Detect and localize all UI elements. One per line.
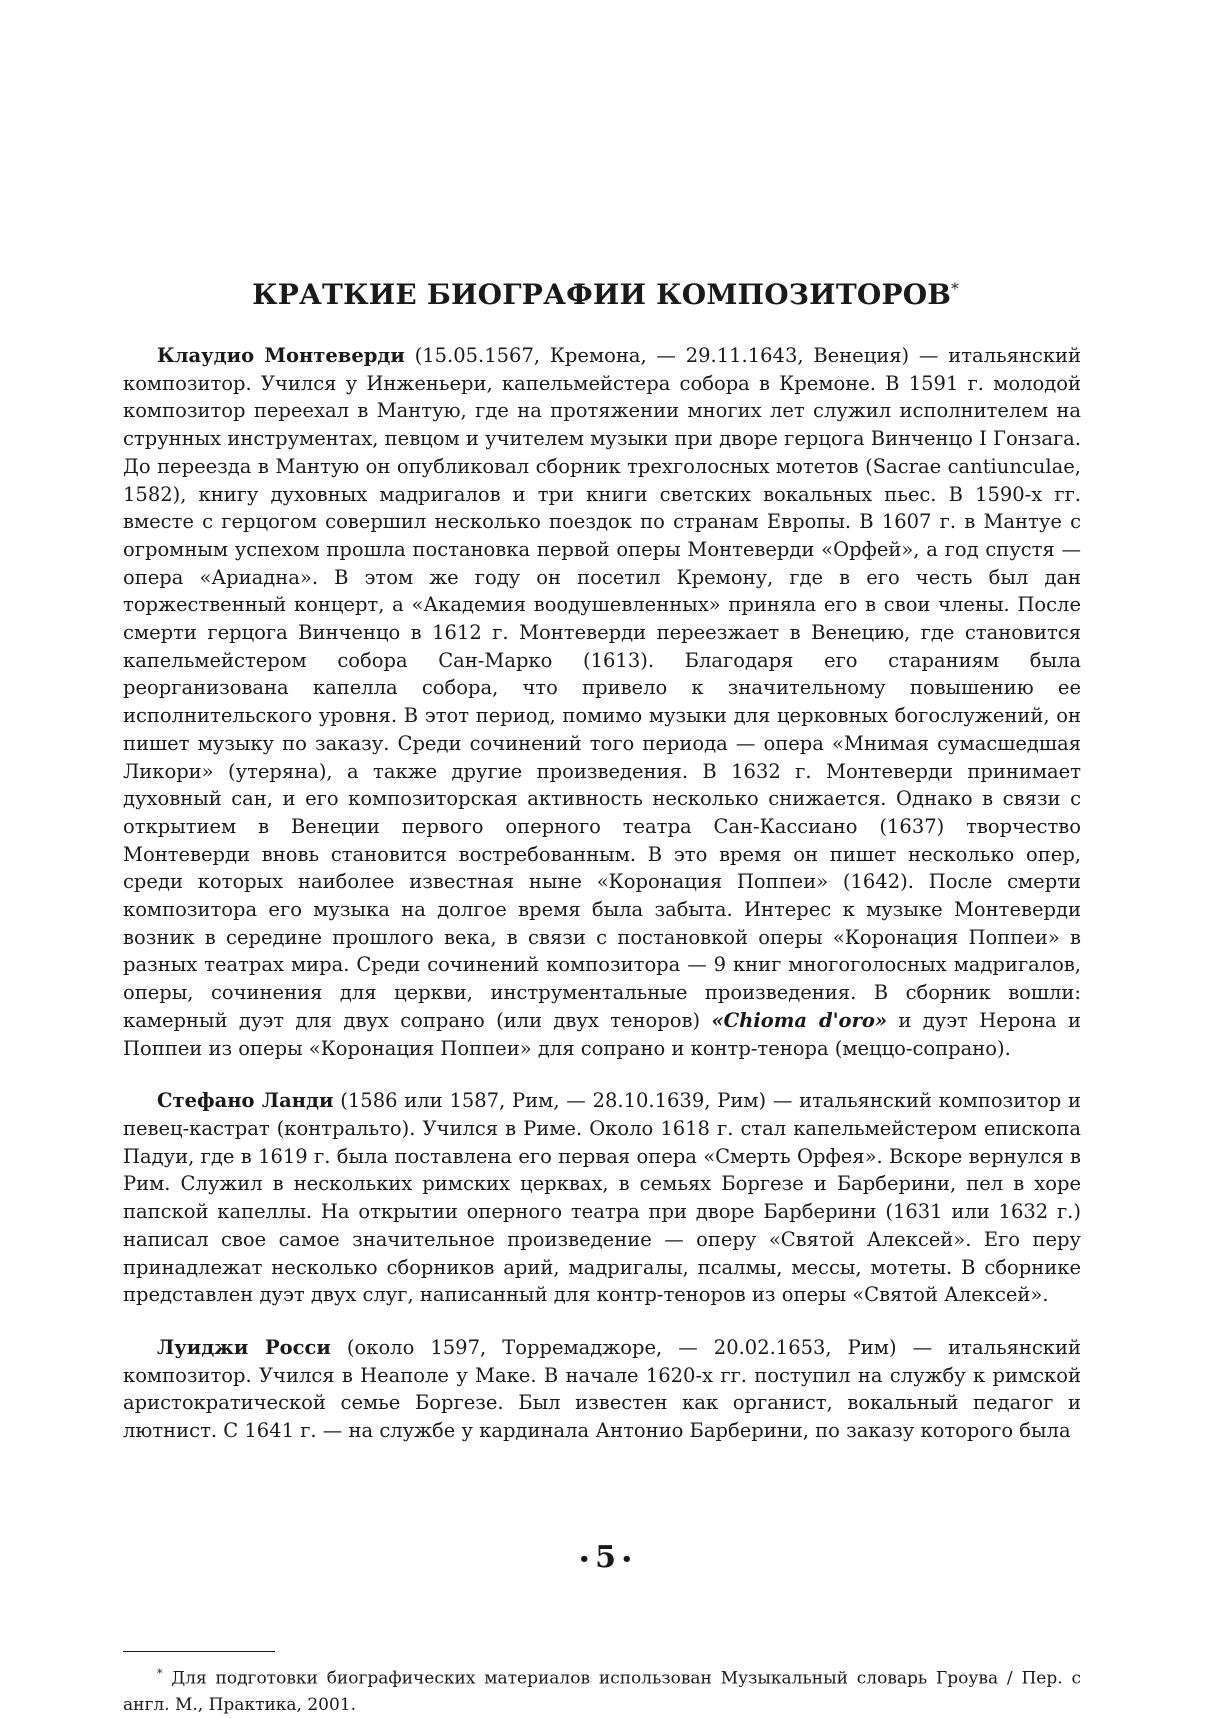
biography-text: (1586 или 1587, Рим, — 28.10.1639, Рим) — итальянский композитор и певец-кастрат (контральто). Учился в Риме. Около 1618 г. стал капельмейстером епископа Падуи, где в 1619 г. была поставлена его первая опера «Смерть Орфея». Вскоре вернулся в Рим. Служил в нескольких римских церквах, в семьях Боргезе и Барберини, пел в хоре папской капеллы. На открытии оперного театра при дворе Барберини (1631 или 1632 г.) написал свое самое значительное произведение — оперу «Святой Алексей». Его перу принадлежат несколько сборников арий, мадригалы, псалмы, мессы, мотеты. В сборнике представлен дуэт двух слуг, написанный для контр-теноров из оперы «Святой Алексей». xyxy=(123,1089,1081,1307)
biography-text: и дуэт Нерона и Поппеи из оперы «Коронация Поппеи» для сопрано и контр-тенора (меццо-сопрано). xyxy=(123,1008,1082,1060)
biography-monteverdi xyxy=(123,342,1081,1062)
footnote-text: Для подготовки биографических материалов использован Музыкальный словарь Гроува / Пер. с англ. М., Практика, 2001. xyxy=(123,1668,1081,1715)
biography-text: (15.05.1567, Кремона, — 29.11.1643, Венеция) — итальянский композитор. Учился у Инженьери, капельмейстера собора в Кремоне. В 1591 г. молодой композитор переехал в Мантую, где на протяжении многих лет служил исполнителем на струнных инструментах, певцом и учителем музыки при дворе герцога Винченцо I Гонзага. До переезда в Мантую он опубликовал сборник трехголосных мотетов (Sacrae cantiunculae, 1582), книгу духовных мадригалов и три книги светских вокальных пьес. В 1590-х гг. вместе с герцогом совершил несколько поездок по странам Европы. В 1607 г. в Мантуе с огромным успехом прошла постановка первой оперы Монтеверди «Орфей», а год спустя — опера «Ариадна». В этом же году он посетил Кремону, где в его честь был дан торжественный концерт, а «Академия воодушевленных» приняла его в свои члены. После смерти герцога Винченцо в 1612 г. Монтеверди переезжает в Венецию, где становится капельмейстером собора Сан-Марко (1613). Благодаря его стараниям была реорганизована капелла собора, что привело к значительному повышению ее исполнительского уровня. В этот период, помимо музыки для церковных богослужений, он пишет музыку по заказу. Среди сочинений того периода — опера «Мнимая сумасшедшая Ликори» (утеряна), а также другие произведения. В 1632 г. Монтеверди принимает духовный сан, и его композиторская активность несколько снижается. Однако в связи с открытием в Венеции первого оперного театра Сан-Кассиано (1637) творчество Монтеверди вновь становится востребованным. В это время он пишет несколько опер, среди которых наиболее известная ныне «Коронация Поппеи» (1642). После смерти композитора его музыка на долгое время была забыта. Интерес к музыке Монтеверди возник в середине прошлого века, в связи с постановкой оперы «Коронация Поппеи» в разных театрах мира. Среди сочинений композитора — 9 книг многоголосных мадригалов, оперы, сочинения для церкви, инструментальные произведения. В сборник вошли: камерный дуэт для двух сопрано (или двух теноров) xyxy=(123,344,1082,1032)
composer-name: Луиджи Росси xyxy=(157,1335,331,1359)
footnote-mark: * xyxy=(157,1667,163,1680)
biography-text: (около 1597, Торремаджоре, — 20.02.1653, Рим) — итальянский композитор. Учился в Неаполе у Маке. В начале 1620-х гг. поступил на службу к римской аристократической семье Боргезе. Был известен как органист, вокальный педагог и лютнист. С 1641 г. — на службе у кардинала Антонио Барберини, по заказу которого была xyxy=(123,1335,1081,1443)
title-footnote-mark: * xyxy=(951,279,959,298)
page-title-text: КРАТКИЕ БИОГРАФИИ КОМПОЗИТОРОВ xyxy=(252,278,952,311)
page-number-dot-right: • xyxy=(620,1548,633,1570)
biography-landi xyxy=(123,1087,1081,1309)
article-body xyxy=(123,342,1081,1445)
page-title xyxy=(0,278,1211,311)
work-title: «Chioma d'oro» xyxy=(711,1008,888,1032)
footnote-divider xyxy=(123,1651,275,1652)
page-number xyxy=(0,1540,1211,1575)
biography-rossi xyxy=(123,1334,1081,1445)
page-number-value: 5 xyxy=(595,1540,616,1575)
composer-name: Клаудио Монтеверди xyxy=(157,344,405,367)
footnote xyxy=(123,1661,1081,1718)
composer-name: Стефано Ланди xyxy=(157,1089,334,1113)
page-number-dot-left: • xyxy=(578,1548,591,1570)
